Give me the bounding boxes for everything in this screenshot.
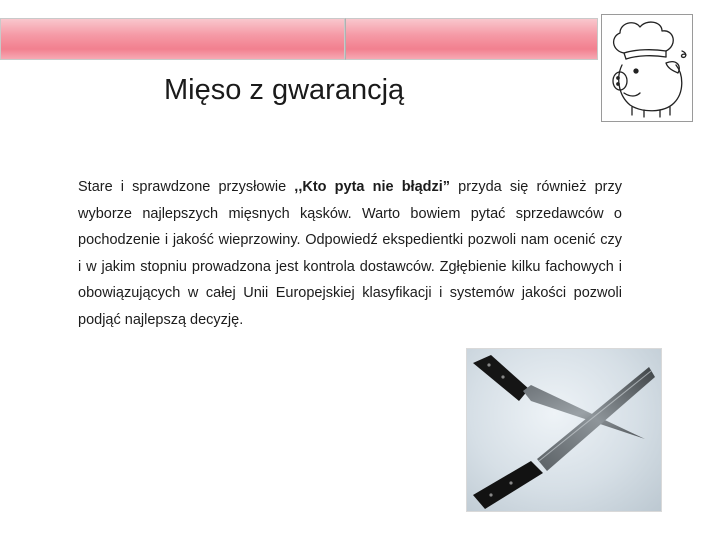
header-bar-segment-left [0, 18, 345, 60]
proverb-quote-open: ,, [294, 179, 303, 195]
body-paragraph [78, 174, 622, 333]
knives-photo [466, 348, 662, 512]
proverb-quote-close: ” [442, 179, 459, 195]
header-bar [0, 18, 598, 60]
pig-chef-logo [601, 14, 693, 122]
pig-chef-icon [602, 15, 694, 123]
paragraph-body: przyda się również przy wyborze najlepszych mięsnych kąsków. Warto bowiem pytać sprzedawców o pochodzenie i jakość wieprzowiny. Odpowiedź ekspedientki pozwoli nam ocenić czy i w jakim stopniu prowadzona jest kontrola dostawców. Zgłębienie kilku fachowych i obowiązujących w całej Unii Europejskiej klasyfikacji i systemów jakości pozwoli podjąć najlepszą decyzję. [78, 179, 622, 328]
proverb-quote: Kto pyta nie błądzi [302, 179, 443, 195]
header-bar-segment-right [345, 18, 598, 60]
page-title: Mięso z gwarancją [164, 74, 405, 106]
kitchen-knives-image [467, 349, 662, 512]
paragraph-intro: Stare i sprawdzone przysłowie [78, 179, 295, 195]
